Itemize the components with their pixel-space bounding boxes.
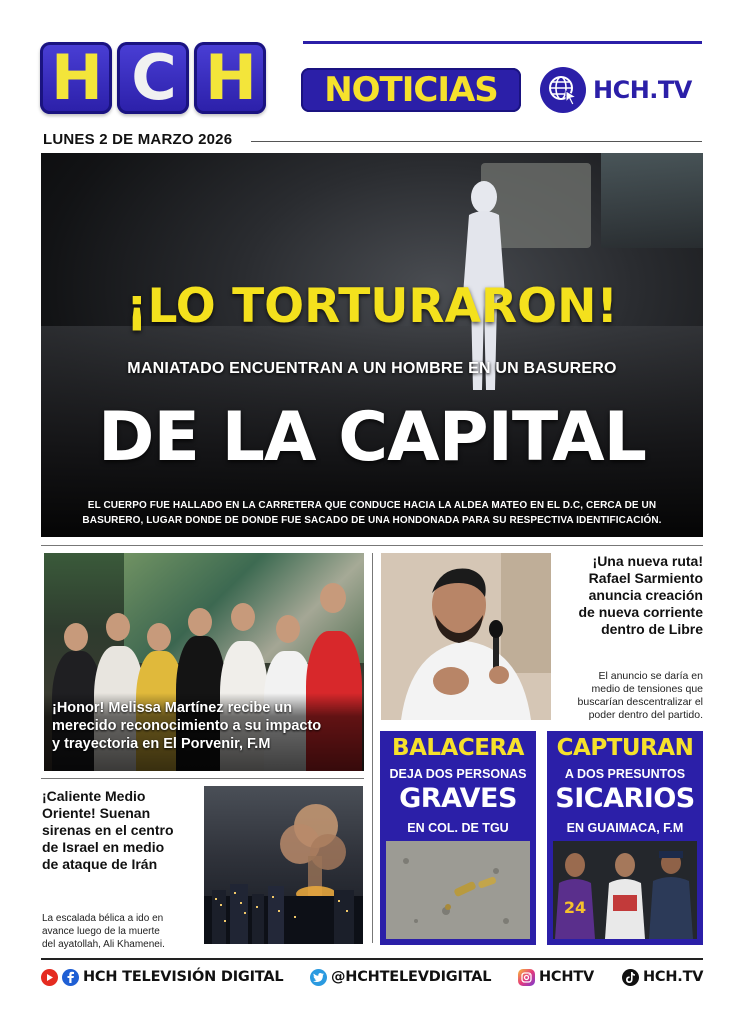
story-oriente-title-line: de Israel en medio — [42, 839, 165, 855]
story-rafael-desc-line: poder dentro del partido. — [588, 709, 703, 721]
story-oriente-title-line: sirenas en el centro — [42, 822, 174, 838]
box-balacera-photo — [386, 841, 530, 939]
story-oriente-desc-line: del ayatollah, Ali Khamenei. — [42, 939, 165, 950]
hero-caption-line: BASURERO, LUGAR DONDE DE DONDE FUE SACADO DE UNA HONDONADA PARA SU RESPECTIVA IDENTIFICACIÓN. — [82, 515, 662, 526]
photo-person-head — [106, 613, 130, 641]
story-rafael-title-line: dentro de Libre — [601, 621, 703, 637]
issue-date: LUNES 2 DE MARZO 2026 — [43, 131, 233, 148]
story-rafael-desc-line: medio de tensiones que — [591, 683, 703, 695]
left-column-divider — [41, 778, 364, 779]
globe-cursor-icon — [540, 67, 586, 113]
footer-twitter-label: @HCHTELEVDIGITAL — [331, 969, 492, 985]
story-melissa-line: merecido reconocimiento a su impacto — [52, 718, 322, 734]
footer-divider — [41, 958, 703, 960]
twitter-icon — [310, 969, 327, 986]
story-oriente-desc-line: avance luego de la muerte — [42, 926, 160, 937]
box-balacera-title: BALACERA — [392, 735, 524, 761]
hch-logo[interactable] — [40, 42, 266, 114]
story-oriente-title-line: Oriente! Suenan — [42, 805, 151, 821]
hero-headline: ¡LO TORTURARON! — [126, 279, 618, 334]
box-balacera-big: GRAVES — [399, 783, 517, 814]
box-balacera-line4: EN COL. DE TGU — [407, 821, 509, 835]
story-melissa-line: ¡Honor! Melissa Martínez recibe un — [52, 700, 293, 716]
noticias-badge: NOTICIAS — [301, 68, 521, 112]
hero-caption-line: EL CUERPO FUE HALLADO EN LA CARRETERA QUE CONDUCE HACIA LA ALDEA MATEO EN EL D.C, CERCA DE UN — [87, 500, 657, 511]
story-oriente-title[interactable] — [42, 788, 202, 873]
box-capturan-photo — [553, 841, 697, 939]
header-divider — [303, 41, 702, 44]
story-melissa[interactable] — [44, 553, 364, 771]
logo-tile-h2: H — [194, 42, 266, 114]
footer-instagram-label: HCHTV — [539, 969, 595, 985]
youtube-icon — [41, 969, 58, 986]
hero-story[interactable] — [41, 153, 703, 537]
box-balacera[interactable] — [380, 731, 536, 945]
story-rafael-photo[interactable] — [381, 553, 551, 720]
story-melissa-line: y trayectoria en El Porvenir, F.M — [52, 736, 271, 752]
photo-person-head — [231, 603, 255, 631]
hero-caption — [61, 498, 683, 528]
date-divider — [251, 141, 702, 142]
bullet-casings — [386, 841, 530, 939]
footer-tiktok-label: HCH.TV — [643, 969, 704, 985]
footer-tiktok[interactable] — [622, 966, 703, 988]
box-capturan-line2: A DOS PRESUNTOS — [564, 767, 686, 781]
box-capturan-big: SICARIOS — [555, 783, 695, 814]
logo-tile-c: C — [117, 42, 189, 114]
site-url[interactable]: HCH.TV — [593, 76, 692, 104]
photo-person-head — [64, 623, 88, 651]
hero-photo-wall — [601, 153, 703, 248]
section-divider — [41, 545, 703, 546]
explosion-cityscape — [204, 786, 363, 944]
column-divider — [372, 553, 373, 943]
logo-tile-h1: H — [40, 42, 112, 114]
story-rafael-title-line: Rafael Sarmiento — [588, 570, 703, 586]
footer-facebook-youtube[interactable] — [41, 966, 283, 988]
box-capturan[interactable] — [547, 731, 703, 945]
story-rafael-desc-line: buscarían descentralizar el — [577, 696, 703, 708]
tiktok-icon — [622, 969, 639, 986]
story-oriente-desc — [42, 912, 202, 951]
footer-instagram[interactable] — [518, 966, 594, 988]
box-balacera-line2: DEJA DOS PERSONAS — [389, 767, 527, 781]
facebook-icon — [62, 969, 79, 986]
svg-text:24: 24 — [563, 898, 587, 917]
photo-person-head — [320, 583, 346, 613]
photo-person-head — [147, 623, 171, 651]
story-oriente-desc-line: La escalada bélica a ido en — [42, 913, 164, 924]
footer-twitter[interactable] — [310, 966, 491, 988]
hero-big-title: DE LA CAPITAL — [98, 398, 646, 477]
story-oriente-title-line: de ataque de Irán — [42, 856, 158, 872]
story-melissa-caption — [44, 693, 364, 771]
box-capturan-title: CAPTURAN — [556, 735, 694, 761]
speaker-figure — [381, 553, 551, 720]
instagram-icon — [518, 969, 535, 986]
story-oriente-photo[interactable] — [204, 786, 363, 944]
story-rafael-title-line: ¡Una nueva ruta! — [592, 553, 703, 569]
detainees-figures — [553, 841, 697, 939]
story-oriente-title-line: ¡Caliente Medio — [42, 788, 146, 804]
box-capturan-line4: EN GUAIMACA, F.M — [566, 821, 684, 835]
story-rafael-title[interactable] — [557, 553, 703, 638]
story-rafael-desc-line: El anuncio se daría en — [598, 670, 703, 682]
photo-person-head — [276, 615, 300, 643]
footer-facebook-label: HCH TELEVISIÓN DIGITAL — [83, 969, 284, 985]
photo-person-head — [188, 608, 212, 636]
story-rafael-title-line: anuncia creación — [588, 587, 703, 603]
hero-kicker: MANIATADO ENCUENTRAN A UN HOMBRE EN UN BASURERO — [127, 360, 617, 377]
story-rafael-title-line: de nueva corriente — [578, 604, 703, 620]
story-rafael-desc — [557, 670, 703, 722]
